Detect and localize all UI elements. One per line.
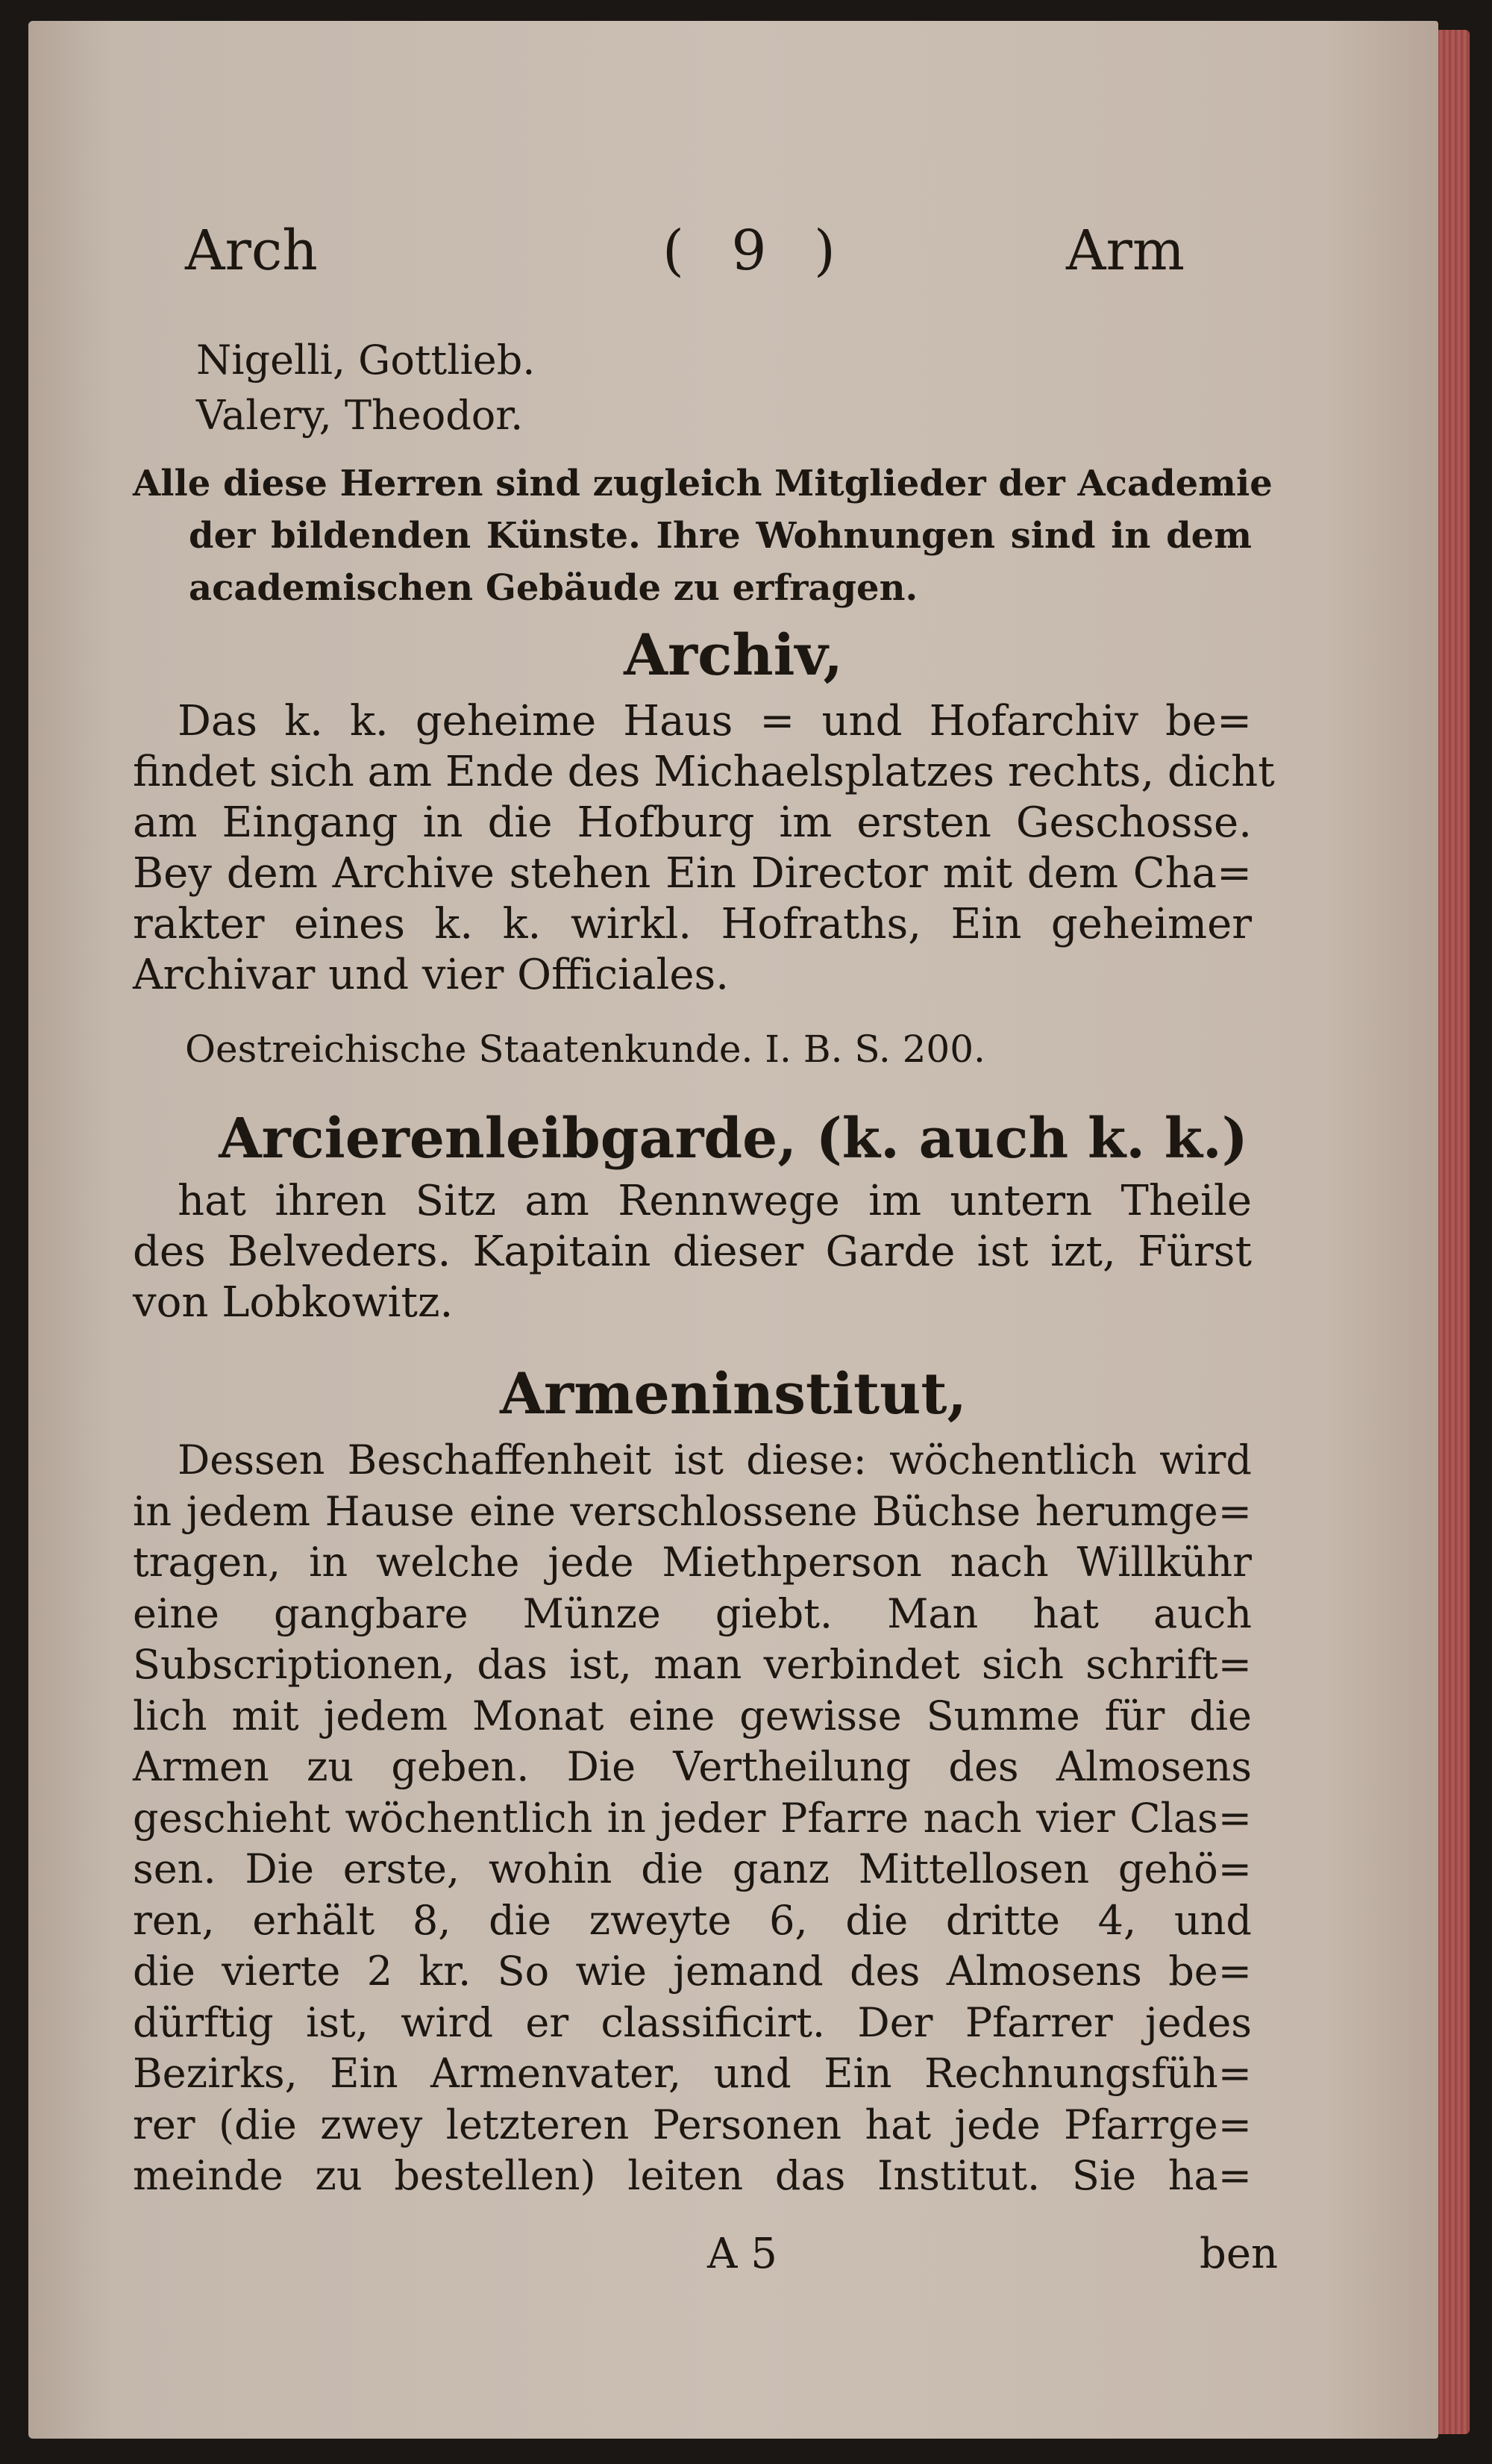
header-left-word: Arch xyxy=(185,219,318,283)
text-line: dürftig ist, wird er classificirt. Der Pfarrer jedes xyxy=(133,1998,1252,2046)
archiv-text xyxy=(133,696,1275,1001)
text-line: Bezirks, Ein Armenvater, und Ein Rechnungsfüh= xyxy=(133,2050,1252,2097)
name-entry: Valery, Theodor. xyxy=(196,392,524,439)
text-line: Das k. k. geheime Haus = und Hofarchiv be= xyxy=(178,697,1252,745)
note-line: Alle diese Herren sind zugleich Mitglieder der Academie xyxy=(133,463,1273,504)
heading-arcierenleibgarde: Arcierenleibgarde, (k. auch k. k.) xyxy=(219,1107,1248,1171)
academy-note xyxy=(133,457,1273,614)
armeninstitut-text xyxy=(133,1435,1252,2202)
text-line: Dessen Beschaffenheit ist diese: wöchentlich wird xyxy=(178,1436,1252,1483)
text-line: geschieht wöchentlich in jeder Pfarre nach vier Clas= xyxy=(133,1794,1252,1842)
note-line: academischen Gebäude zu erfragen. xyxy=(189,567,918,609)
text-line: findet sich am Ende des Michaelsplatzes rechts, dicht xyxy=(133,748,1275,796)
heading-armeninstitut: Armeninstitut, xyxy=(500,1360,967,1427)
signature-mark: A 5 xyxy=(707,2230,777,2278)
page-number: ( 9 ) xyxy=(662,219,850,283)
text-line: von Lobkowitz. xyxy=(133,1278,454,1327)
page-edge-red xyxy=(1438,30,1470,2434)
reference-note xyxy=(185,1025,1006,1074)
text-line: in jedem Hause eine verschlossene Büchse herumge= xyxy=(133,1487,1252,1535)
text-line: Bey dem Archive stehen Ein Director mit dem Cha= xyxy=(133,849,1252,898)
text-line: ren, erhält 8, die zweyte 6, die dritte 4, und xyxy=(133,1896,1252,1944)
text-line: meinde zu bestellen) leiten das Institut. Sie ha= xyxy=(133,2152,1252,2199)
text-line: die vierte 2 kr. So wie jemand des Almosens be= xyxy=(133,1948,1252,1995)
header-right-word: Arm xyxy=(1066,219,1185,283)
page-footer xyxy=(28,2230,1438,2289)
text-line: Subscriptionen, das ist, man verbindet sich schrift= xyxy=(133,1641,1252,1688)
text-line: eine gangbare Münze giebt. Man hat auch xyxy=(133,1589,1252,1637)
reference-line: Oestreichische Staatenkunde. I. B. S. 200. xyxy=(185,1028,985,1071)
catchword: ben xyxy=(1200,2230,1279,2278)
text-line: tragen, in welche jede Miethperson nach Willkühr xyxy=(133,1539,1252,1586)
text-line: Armen zu geben. Die Vertheilung des Almosens xyxy=(133,1743,1252,1790)
book-page xyxy=(28,21,1438,2439)
running-header xyxy=(155,204,1185,286)
text-line: hat ihren Sitz am Rennwege im untern Theile xyxy=(178,1177,1252,1225)
text-line: sen. Die erste, wohin die ganz Mittellosen gehö= xyxy=(133,1845,1252,1892)
name-list xyxy=(196,333,942,443)
text-line: Archivar und vier Officiales. xyxy=(133,951,730,999)
note-line: der bildenden Künste. Ihre Wohnungen sind in dem xyxy=(189,515,1252,557)
text-line: am Eingang in die Hofburg im ersten Geschosse. xyxy=(133,798,1252,847)
text-line: rakter eines k. k. wirkl. Hofraths, Ein geheimer xyxy=(133,900,1252,948)
name-entry: Nigelli, Gottlieb. xyxy=(196,337,536,384)
text-line: des Belveders. Kapitain dieser Garde ist izt, Fürst xyxy=(133,1228,1252,1276)
text-line: lich mit jedem Monat eine gewisse Summe für die xyxy=(133,1692,1252,1739)
arcieren-text xyxy=(133,1176,1252,1328)
heading-archiv: Archiv, xyxy=(624,622,843,688)
text-line: rer (die zwey letzteren Personen hat jede Pfarrge= xyxy=(133,2101,1252,2148)
